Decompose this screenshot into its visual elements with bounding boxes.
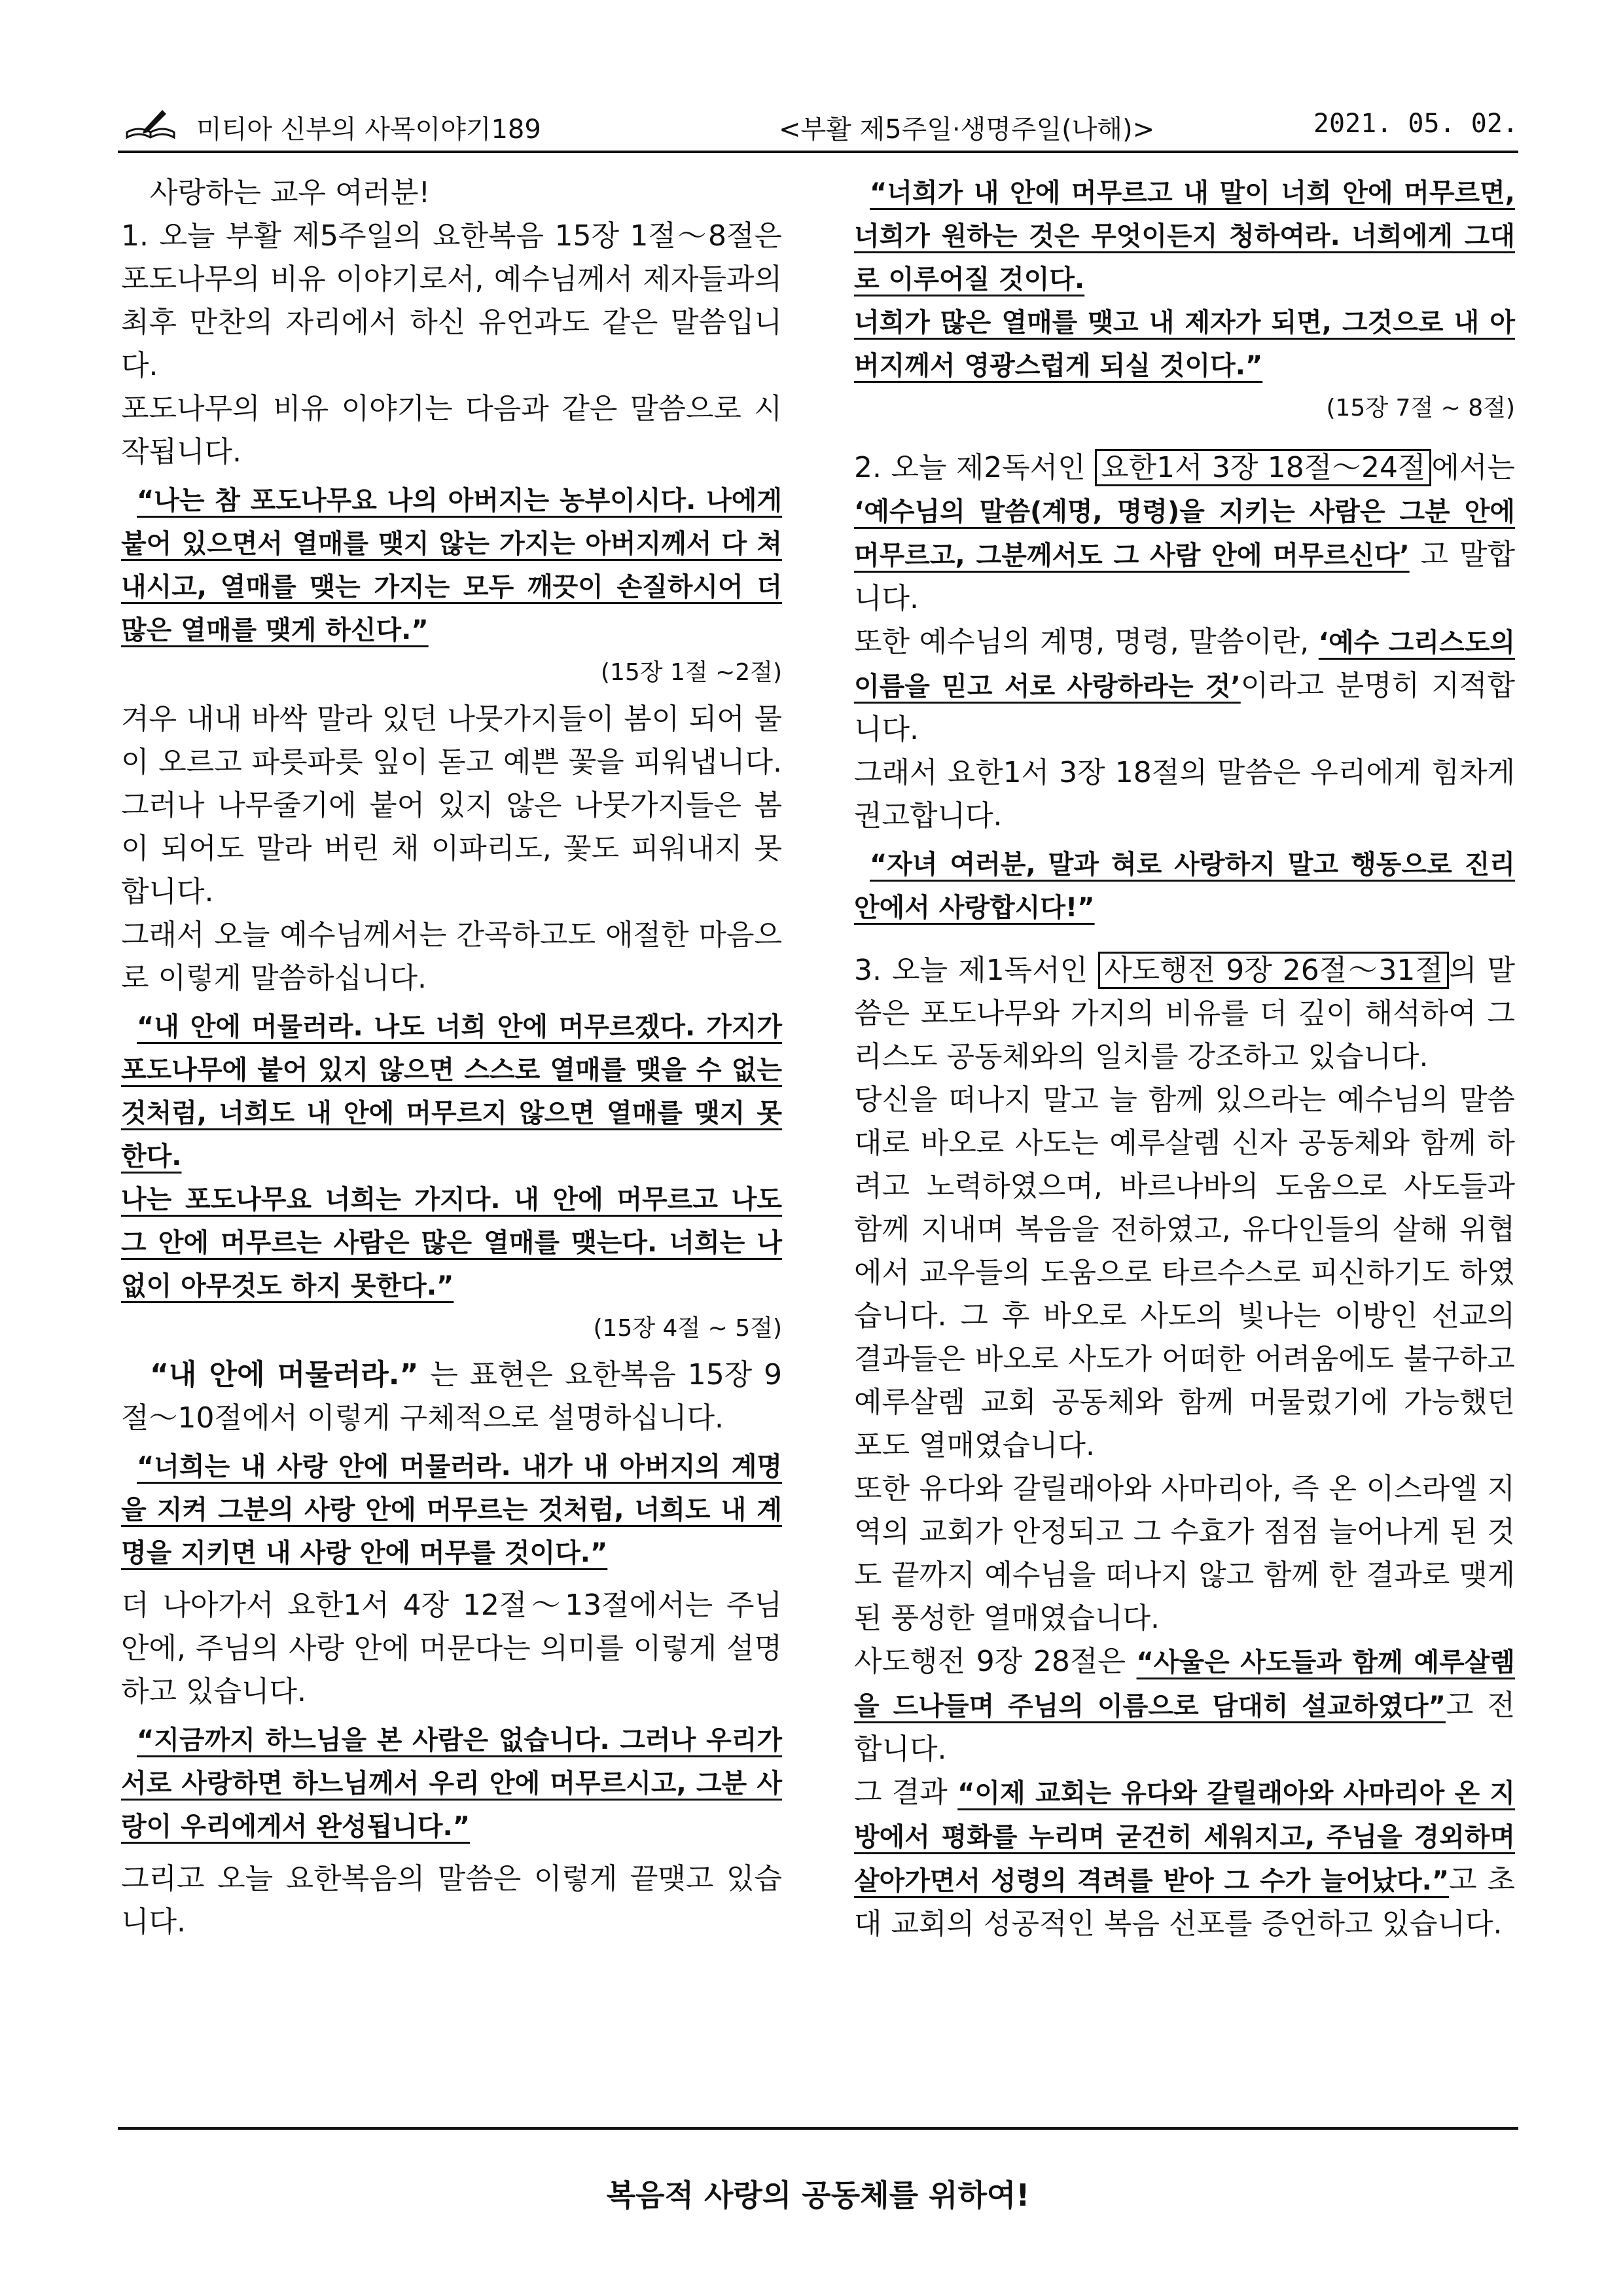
quote-text: 너희가 많은 열매를 맺고 내 제자가 되면, 그것으로 내 아버지께서 영광스럽게 되실 것이다.” (854, 308, 1515, 381)
paragraph-8 (854, 446, 1515, 620)
text: 고 초대 교회의 성공적인 복음 선포를 증언하고 있습니다. (854, 1863, 1515, 1941)
footer-motto: 복음적 사랑의 공동체를 위하여! (606, 2178, 1030, 2213)
text: 또한 예수님의 계명, 명령, 말씀이란, (854, 625, 1319, 658)
paragraph-2: 포도나무의 비유 이야기는 다음과 같은 말씀으로 시작됩니다. (121, 392, 782, 469)
quote-text: “내 안에 머물러라. 나도 너희 안에 머무르겠다. 가지가 포도나무에 붙어 있지 않으면 스스로 열매를 맺을 수 없는 것처럼, 너희도 내 안에 머무르지 않으면 열매를 맺지 못한다. (121, 1012, 782, 1172)
scripture-reference-2: (15장 4절 ~ 5절) (593, 1315, 782, 1342)
quote-text: “너희가 내 안에 머무르고 내 말이 너희 안에 머무르면, 너희가 원하는 것은 무엇이든지 청하여라. 너희에게 그대로 이루어질 것이다. (854, 178, 1515, 295)
greeting: 사랑하는 교우 여러분! (150, 176, 431, 209)
scripture-quote-3 (121, 1445, 782, 1575)
paragraph-3: 겨우 내내 바싹 말라 있던 나뭇가지들이 봄이 되어 물이 오르고 파릇파릇 잎이 돋고 예쁜 꽃을 피워냅니다. 그러나 나무줄기에 붙어 있지 않은 나뭇가지들은 봄이 되어도 말라 버린 채 이파리도, 꽃도 피워내지 못합니다. (121, 702, 782, 908)
footer-divider (118, 2127, 1518, 2130)
scripture-quote-2b (121, 1178, 782, 1308)
text: 그 결과 (854, 1776, 958, 1809)
text: 사도행전 9장 28절은 (854, 1645, 1137, 1678)
paragraph-6: 더 나아가서 요한1서 4장 12절～13절에서는 주님 안에, 주님의 사랑 안에 머문다는 의미를 이렇게 설명하고 있습니다. (121, 1588, 782, 1708)
quote-text: “자녀 여러분, 말과 혀로 사랑하지 말고 행동으로 진리 안에서 사랑합시다!” (854, 850, 1515, 923)
inline-quote: “이제 교회는 유다와 갈릴래아와 사마리아 온 지방에서 평화를 누리며 굳건히 세워지고, 주님을 경외하며 살아가면서 성령의 격려를 받아 그 수가 늘어났다.” (854, 1778, 1515, 1896)
scripture-quote-5b (854, 301, 1515, 387)
boxed-reading-reference: 요한1서 3장 18절～24절 (1095, 449, 1431, 486)
boxed-reading-reference: 사도행전 9장 26절～31절 (1098, 952, 1449, 989)
paragraph-9 (854, 620, 1515, 751)
scripture-quote-5a (854, 171, 1515, 301)
left-column (121, 171, 782, 1944)
paragraph-7: 그리고 오늘 요한복음의 말씀은 이렇게 끝맺고 있습니다. (121, 1862, 782, 1939)
page-header (118, 98, 1518, 153)
text: 에서는 (1431, 451, 1515, 484)
paragraph-4: 그래서 오늘 예수님께서는 간곡하고도 애절한 마음으로 이렇게 말씀하십니다. (121, 918, 782, 995)
inline-quote: “내 안에 머물러라.” (150, 1358, 419, 1391)
scripture-reference-5: (15장 7절 ~ 8절) (1326, 395, 1515, 422)
bulletin-title: 미티아 신부의 사목이야기189 (196, 115, 541, 145)
quote-text: “너희는 내 사랑 안에 머물러라. 내가 내 아버지의 계명을 지켜 그분의 사랑 안에 머무르는 것처럼, 너희도 내 계명을 지키면 내 사랑 안에 머무를 것이다.” (121, 1452, 782, 1568)
inline-quote: ‘예수님의 말씀(계명, 명령)을 지키는 사람은 그분 안에 머무르고, 그분께서도 그 사람 안에 머무르신다’ (854, 497, 1515, 571)
scripture-reference-1: (15장 1절 ~2절) (600, 659, 782, 686)
text: 이라고 분명히 지적합니다. (854, 669, 1515, 746)
paragraph-15 (854, 1771, 1515, 1946)
quote-text: “나는 참 포도나무요 나의 아버지는 농부이시다. 나에게 붙어 있으면서 열매를 맺지 않는 가지는 아버지께서 다 쳐 내시고, 열매를 맺는 가지는 모두 깨끗이 손질하시어 더 많은 열매를 맺게 하신다.” (121, 486, 782, 645)
book-pen-icon (124, 106, 177, 143)
paragraph-10: 그래서 요한1서 3장 18절의 말씀은 우리에게 힘차게 권고합니다. (854, 756, 1515, 833)
text: 고 말합니다. (854, 538, 1515, 615)
paragraph-14 (854, 1640, 1515, 1771)
liturgical-day: <부활 제5주일·생명주일(나해)> (779, 115, 1155, 145)
text: 2. 오늘 제2독서인 (854, 451, 1096, 484)
paragraph-5 (121, 1354, 782, 1440)
paragraph-5-text: 는 표현은 요한복음 15장 9절～10절에서 이렇게 구체적으로 설명하십니다. (121, 1358, 783, 1435)
paragraph-1: 1. 오늘 부활 제5주일의 요한복음 15장 1절～8절은 포도나무의 비유 이야기로서, 예수님께서 제자들과의 최후 만찬의 자리에서 하신 유언과도 같은 말씀입니다. (121, 219, 782, 382)
paragraph-11 (854, 949, 1515, 1079)
paragraph-12: 당신을 떠나지 말고 늘 함께 있으라는 예수님의 말씀대로 바오로 사도는 예루살렘 신자 공동체와 함께 하려고 노력하였으며, 바르나바의 도움으로 사도들과 함께 지내며 복음을 전하였고, 유다인들의 살해 위협에서 교우들의 도움으로 타르수스로 피신하기도 하였습니다. 그 후 바오로 사도의 빛나는 이방인 선교의 결과들은 바오로 사도가 어떠한 어려움에도 불구하고 예루살렘 교회 공동체와 함께 머물렀기에 가능했던 포도 열매였습니다. (854, 1083, 1515, 1462)
paragraph-13: 또한 유다와 갈릴래아와 사마리아, 즉 온 이스라엘 지역의 교회가 안정되고 그 수효가 점점 늘어나게 된 것도 끝까지 예수님을 떠나지 않고 함께 한 결과로 맺게 된 풍성한 열매였습니다. (854, 1472, 1515, 1635)
bulletin-date: 2021. 05. 02. (1313, 109, 1518, 139)
inline-quote: “사울은 사도들과 함께 예루살렘을 드나들며 주님의 이름으로 담대히 설교하였다” (854, 1647, 1516, 1721)
right-column (854, 171, 1515, 1946)
scripture-quote-4 (121, 1719, 782, 1848)
quote-text: 나는 포도나무요 너희는 가지다. 내 안에 머무르고 나도 그 안에 머무르는 사람은 많은 열매를 맺는다. 너희는 나 없이 아무것도 하지 못한다.” (121, 1185, 782, 1301)
scripture-quote-2a (121, 1005, 782, 1178)
quote-text: “지금까지 하느님을 본 사람은 없습니다. 그러나 우리가 서로 사랑하면 하느님께서 우리 안에 머무르시고, 그분 사랑이 우리에게서 완성됩니다.” (121, 1725, 782, 1842)
scripture-quote-6 (854, 843, 1515, 929)
inline-quote: ‘예수 그리스도의 이름을 믿고 서로 사랑하라는 것’ (854, 628, 1515, 702)
text: 의 말씀은 포도나무와 가지의 비유를 더 깊이 해석하여 그리스도 공동체와의 일치를 강조하고 있습니다. (854, 954, 1515, 1073)
text: 3. 오늘 제1독서인 (854, 954, 1099, 987)
scripture-quote-1 (121, 479, 782, 652)
text: 고 전합니다. (854, 1689, 1515, 1766)
